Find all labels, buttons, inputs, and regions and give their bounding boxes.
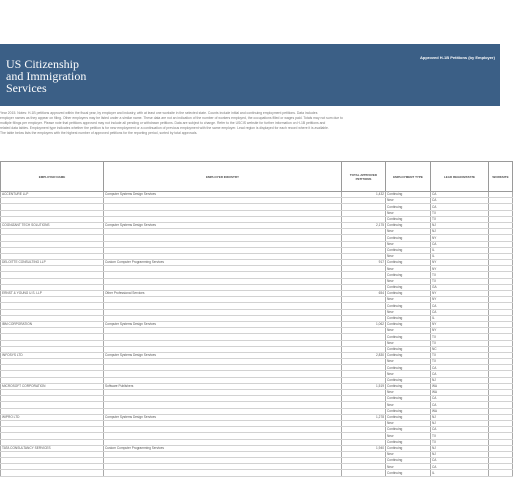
table-cell: Continuing (386, 396, 431, 402)
table-cell: Continuing (386, 377, 431, 383)
table-cell: New (386, 359, 431, 365)
table-cell (342, 470, 386, 476)
table-cell: CA (431, 303, 489, 309)
table-cell: 1,062 (342, 321, 386, 327)
table-cell: New (386, 464, 431, 470)
table-cell: WA (431, 383, 489, 389)
table-cell: Continuing (386, 414, 431, 420)
lead-region-header: LEAD REGION/STATE (431, 162, 489, 192)
table-cell: 654 (342, 291, 386, 297)
intro-line: multiple filings per employer. Please note that petitions approved may not include all pending or withdrawn petitions. Data are subject to change. Refer to the USCIS website for further information on H-1B petitions and (0, 121, 326, 125)
table-body (1, 192, 513, 477)
table-cell: Continuing (386, 192, 431, 198)
table-cell: New (386, 309, 431, 315)
intro-line: related data tables. Employment type indicates whether the petition is for new employment or a continuation of previous employment with the same employer. Lead region is displayed for each record where it is available. (0, 126, 329, 130)
table-cell: New (386, 253, 431, 259)
table-cell: Continuing (386, 470, 431, 476)
table-cell: CA (431, 309, 489, 315)
table-cell: Computer Systems Design Services (104, 222, 342, 228)
table-cell: New (386, 266, 431, 272)
table-cell: CA (431, 198, 489, 204)
table-cell: TX (431, 433, 489, 439)
table-cell: NY (431, 297, 489, 303)
table-cell: INFOSYS LTD (1, 352, 104, 358)
table-cell: NJ (431, 420, 489, 426)
table-cell: New (386, 390, 431, 396)
table-cell: NJ (431, 451, 489, 457)
table-cell: CA (431, 464, 489, 470)
table-cell: IL (431, 247, 489, 253)
table-cell: NY (431, 321, 489, 327)
table-cell: TX (431, 359, 489, 365)
table-cell: IBM CORPORATION (1, 321, 104, 327)
table-cell: Continuing (386, 383, 431, 389)
table-cell: CA (431, 241, 489, 247)
table-cell: NJ (431, 445, 489, 451)
table-cell: NJ (431, 229, 489, 235)
table-cell: 1,519 (342, 383, 386, 389)
table-cell: New (386, 433, 431, 439)
table-cell (1, 470, 104, 476)
table-cell: New (386, 198, 431, 204)
table-cell: Computer Systems Design Services (104, 414, 342, 420)
table-cell: DELOITTE CONSULTING LLP (1, 260, 104, 266)
table-cell: New (386, 371, 431, 377)
table-cell: Continuing (386, 439, 431, 445)
table-header-row (1, 162, 513, 192)
table-cell: NY (431, 328, 489, 334)
intro-line: The table below lists the employers with the highest number of approved petitions for the reporting period, sorted by total approvals. (0, 131, 198, 135)
table-cell: Continuing (386, 272, 431, 278)
table-cell: 917 (342, 260, 386, 266)
table-cell (489, 470, 513, 476)
table-cell: WIPRO LTD (1, 414, 104, 420)
table-cell: Continuing (386, 334, 431, 340)
table-cell: Continuing (386, 458, 431, 464)
table-cell: 1,278 (342, 414, 386, 420)
report-title: Approved H-1B Petitions (by Employer) (420, 55, 495, 60)
table-cell: IL (431, 253, 489, 259)
table-cell: Continuing (386, 408, 431, 414)
table-cell: NY (431, 266, 489, 272)
table-cell: CA (431, 204, 489, 210)
table-cell: Other Professional Services (104, 291, 342, 297)
table-cell: NJ (431, 414, 489, 420)
intro-line: Year 2015. Notes: H-1B petitions approved within the fiscal year, by employer and industry, with at least one worksite in the selected state. Counts include initial and continuing employment petitions. Data includes (0, 111, 318, 115)
table-cell: Continuing (386, 365, 431, 371)
table-cell: New (386, 297, 431, 303)
table-cell: TX (431, 352, 489, 358)
table-cell: 1,940 (342, 445, 386, 451)
table-cell: NY (431, 291, 489, 297)
table-cell: COGNIZANT TECH SOLUTIONS (1, 222, 104, 228)
employer-name-header: EMPLOYER NAME (1, 162, 104, 192)
table-cell: GA (431, 284, 489, 290)
table-cell: Continuing (386, 291, 431, 297)
table-cell: TX (431, 210, 489, 216)
employer-industry-header: EMPLOYER INDUSTRY (104, 162, 342, 192)
table-cell: NJ (431, 377, 489, 383)
table-cell: Continuing (386, 303, 431, 309)
table-cell: New (386, 402, 431, 408)
table-cell: New (386, 340, 431, 346)
employment-type-header: EMPLOYMENT TYPE (386, 162, 431, 192)
table-cell: WA (431, 390, 489, 396)
table-cell: WA (431, 408, 489, 414)
table-cell (104, 470, 342, 476)
table-cell: New (386, 229, 431, 235)
table-cell: Continuing (386, 346, 431, 352)
table-cell: Software Publishers (104, 383, 342, 389)
table-cell: CA (431, 396, 489, 402)
table-cell: TX (431, 439, 489, 445)
table-cell: TX (431, 216, 489, 222)
table-cell: CA (431, 402, 489, 408)
table-cell: MICROSOFT CORPORATION (1, 383, 104, 389)
table-cell: CA (431, 192, 489, 198)
table-cell: Custom Computer Programming Services (104, 445, 342, 451)
table-cell: TX (431, 278, 489, 284)
table-cell: New (386, 451, 431, 457)
table-cell: ACCENTURE LLP (1, 192, 104, 198)
table-row (1, 470, 513, 476)
table-cell: CA (431, 427, 489, 433)
table-cell: Continuing (386, 222, 431, 228)
table-cell: Continuing (386, 427, 431, 433)
table-cell: Continuing (386, 260, 431, 266)
table-cell: New (386, 210, 431, 216)
table-cell: Computer Systems Design Services (104, 192, 342, 198)
table-cell: Continuing (386, 235, 431, 241)
table-cell: CA (431, 365, 489, 371)
table-cell: CA (431, 458, 489, 464)
table-cell: TX (431, 340, 489, 346)
table-cell: IL (431, 470, 489, 476)
table-cell: TX (431, 272, 489, 278)
table-cell: Continuing (386, 352, 431, 358)
table-cell: Continuing (386, 216, 431, 222)
table-cell: Continuing (386, 204, 431, 210)
table-cell: Continuing (386, 247, 431, 253)
table-cell: CA (431, 371, 489, 377)
table-cell: Computer Systems Design Services (104, 352, 342, 358)
table-cell: TX (431, 334, 489, 340)
table-cell: 1,432 (342, 192, 386, 198)
table-cell: Continuing (386, 321, 431, 327)
table-cell: TATA CONSULTANCY SERVICES (1, 445, 104, 451)
table-cell: New (386, 278, 431, 284)
table-cell: Custom Computer Programming Services (104, 260, 342, 266)
table-cell: NY (431, 235, 489, 241)
table-cell: NY (431, 260, 489, 266)
total-approved-header: TOTAL APPROVED PETITIONS (342, 162, 386, 192)
table-cell: Continuing (386, 284, 431, 290)
table-cell: ERNST & YOUNG U.S. LLP (1, 291, 104, 297)
table-cell: Computer Systems Design Services (104, 321, 342, 327)
data-table (0, 161, 513, 477)
table-cell: New (386, 241, 431, 247)
table-cell: 2,830 (342, 352, 386, 358)
intro-paragraph (0, 111, 500, 136)
table-cell: IL (431, 315, 489, 321)
agency-title: US Citizenship and Immigration Services (6, 57, 87, 95)
table-cell: New (386, 420, 431, 426)
table-cell: NC (431, 346, 489, 352)
table-cell: 2,175 (342, 222, 386, 228)
intro-line: employer names as they appear on filing. Other employers may be listed under a similar name. These data are not an indication of the number of workers employed, the occupations filled or wages paid. Totals may not sum due to (0, 116, 343, 120)
table-cell: Continuing (386, 445, 431, 451)
worksite-header: WORKSITE (489, 162, 513, 192)
table-cell: New (386, 328, 431, 334)
table-cell: Continuing (386, 315, 431, 321)
table-cell: NJ (431, 222, 489, 228)
